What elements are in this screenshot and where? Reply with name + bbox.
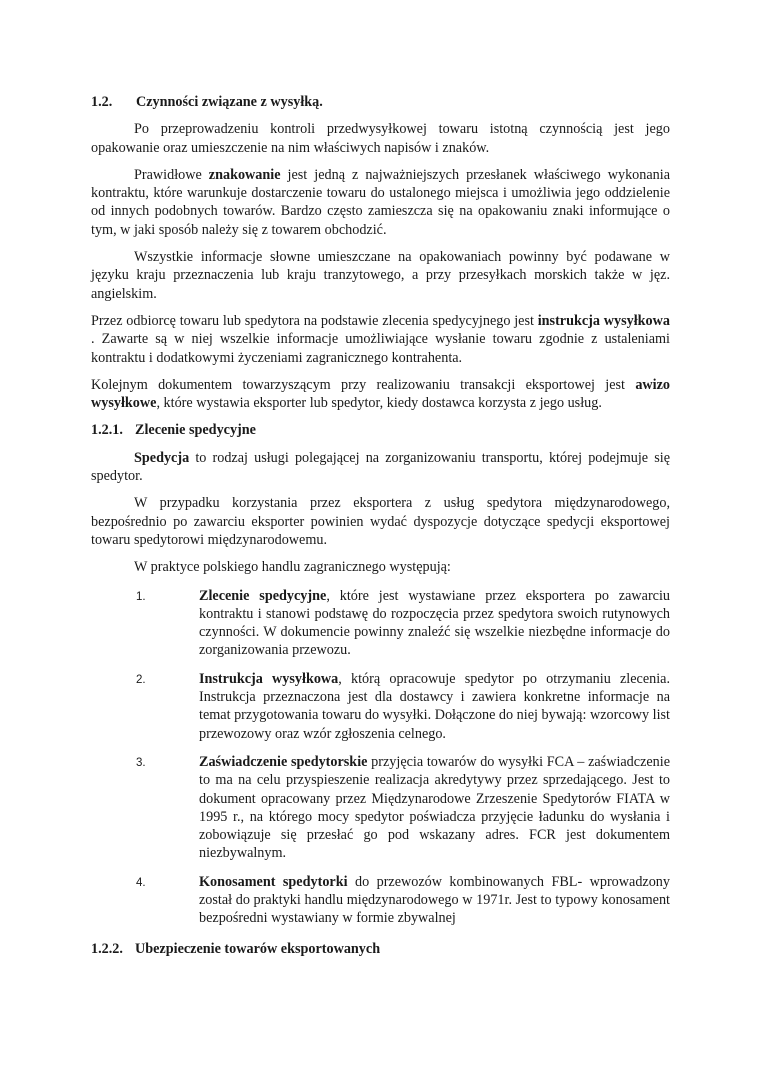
text-run: Prawidłowe [134, 166, 209, 183]
bold-term: awizo wysyłkowe [91, 376, 670, 412]
list-item [91, 873, 670, 928]
paragraph-exporter: W przypadku korzystania przez eksportera z usług spedytora międzynarodowego, bezpośrednio po zawarciu eksporter powinien wydać dyspozycje dotyczące spedycji eksportowej towaru spedytorowi międzynarodowemu. [91, 495, 670, 548]
bold-term: Konosament spedytorki [199, 873, 348, 890]
text-run: , które jest wystawiane przez eksportera po zawarciu kontraktu i stanowi podstawę do rozpoczęcia przez spedytora swoich rutynowych czynności. W dokumencie powinny znaleźć się wszelkie niezbędne informacje do zorganizowania przewozu. [199, 587, 671, 659]
list-item [91, 753, 670, 863]
document-list [91, 587, 670, 928]
bold-term: Zaświadczenie spedytorskie [199, 753, 368, 770]
subsection-title: Ubezpieczenie towarów eksportowanych [135, 941, 381, 957]
section-1-2 [91, 93, 670, 928]
subsection-heading-1 [91, 421, 670, 439]
section-heading [91, 93, 670, 111]
subsection-number: 1.2.2. [91, 941, 123, 957]
bold-term: Zlecenie spedycyjne [199, 587, 327, 604]
text-run: . Zawarte są w niej wszelkie informacje umożliwiające wysłanie towaru zgodnie z ustaleniami kontraktu i dodatkowymi życzeniami zagranicznego kontrahenta. [91, 331, 670, 366]
list-number: 2. [136, 673, 146, 686]
list-number: 3. [136, 756, 146, 769]
paragraph-packaging: Po przeprowadzeniu kontroli przedwysyłkowej towaru istotną czynnością jest jego opakowanie oraz umieszczenie na nim właściwych napisów i znaków. [91, 121, 670, 156]
section-number: 1.2. [91, 94, 113, 110]
text-run: przyjęcia towarów do wysyłki FCA – zaświadczenie to ma na celu przyspieszenie realizacja akredytywy przez sprzedającego. Jest to dokument opracowany przez Międzynarodowe Zrzeszenie Spedytorów FIATA w 1995 r., na którego mocy spedytor poświadcza przyjęcie ładunku do wysłania i zobowiązuje się przesłać go pod wskazany adres. FCR jest dokumentem niezbywalnym. [199, 753, 671, 862]
subsection-number: 1.2.1. [91, 422, 123, 439]
paragraph-practice: W praktyce polskiego handlu zagranicznego występują: [134, 559, 451, 576]
text-run: to rodzaj usługi polegającej na zorganizowaniu transportu, której podejmuje się spedytor. [91, 449, 670, 485]
section-title: Czynności związane z wysyłką. [136, 94, 323, 110]
list-item [91, 587, 670, 660]
list-item [91, 670, 670, 743]
bold-term: Spedycja [134, 449, 190, 466]
bold-term: znakowanie [208, 166, 281, 183]
list-number: 4. [136, 876, 146, 889]
section-1-2-2 [91, 940, 670, 958]
text-run: Kolejnym dokumentem towarzyszącym przy realizowaniu transakcji eksportowej jest [91, 376, 636, 393]
subsection-heading-2 [91, 940, 670, 958]
bold-term: instrukcja wysyłkowa [537, 312, 670, 329]
bold-term: Instrukcja wysyłkowa [199, 670, 339, 687]
text-run: jest jedną z najważniejszych przesłanek właściwego wykonania kontraktu, które warunkuje dostarczenie towaru do ustalonego miejsca i umożliwia jego oddzielenie od innych podobnych towarów. Bardzo często zamieszcza się na opakowaniu znaki informujące o tym, w jaki sposób należy się z towarem obchodzić. [91, 166, 670, 238]
text-run: Przez odbiorcę towaru lub spedytora na podstawie zlecenia spedycyjnego jest [91, 312, 538, 329]
paragraph-instruction [91, 312, 670, 367]
list-number: 1. [136, 590, 146, 603]
text-run: , które wystawia eksporter lub spedytor, kiedy dostawca korzysta z jego usług. [156, 395, 602, 412]
paragraph-marking [91, 166, 670, 239]
paragraph-language: Wszystkie informacje słowne umieszczane na opakowaniach powinny być podawane w języku kraju przeznaczenia lub kraju tranzytowego, a przy przesyłkach morskich także w jęz. angielskim. [91, 249, 670, 302]
paragraph-forwarding [91, 449, 670, 486]
subsection-title: Zlecenie spedycyjne [135, 422, 256, 439]
text-run: , którą opracowuje spedytor po otrzymaniu zlecenia. Instrukcja przeznaczona jest dla dostawcy i zawiera konkretne informacje na temat przygotowania towaru do wysyłki. Dołączone do niej bywają: wzorcowy list przewozowy oraz wzór zgłoszenia celnego. [199, 670, 671, 742]
paragraph-advice [91, 376, 670, 413]
text-run: do przewozów kombinowanych FBL- wprowadzony został do praktyki handlu międzynarodowego w 1971r. Jest to typowy konosament bezpośredni wystawiany w formie zbywalnej [199, 873, 670, 927]
